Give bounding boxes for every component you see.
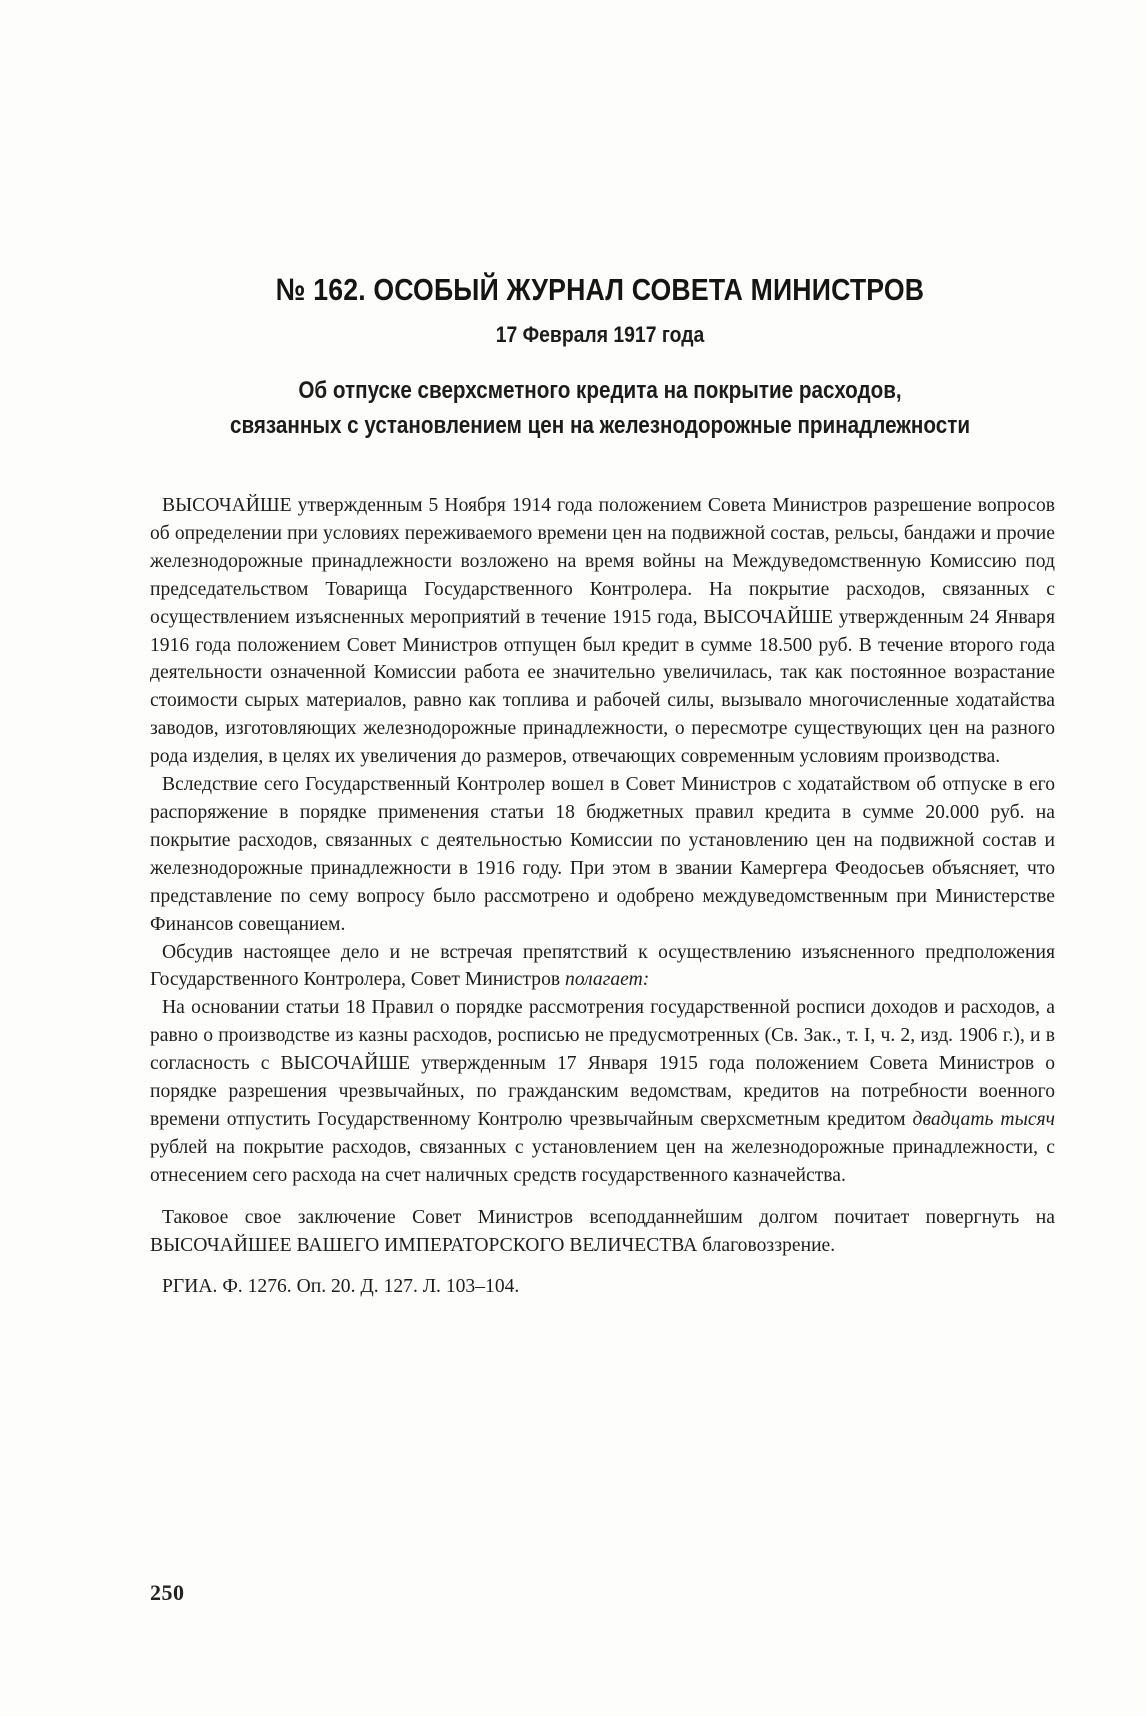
page-number: 250: [150, 1580, 185, 1605]
subject-line-1: Об отпуске сверхсметного кредита на покрытие расходов,: [298, 377, 902, 404]
paragraph-4: [150, 994, 1055, 1189]
document-title: № 162. ОСОБЫЙ ЖУРНАЛ СОВЕТА МИНИСТРОВ: [275, 272, 925, 307]
paragraph-1: ВЫСОЧАЙШЕ утвержденным 5 Ноября 1914 года положением Совета Министров разрешение вопросов об определении при условиях переживаемого времени цен на подвижной состав, рельсы, бандажи и прочие железнодорожные принадлежности возложено на время войны на Междуведомственную Комиссию под председательством Товарища Государственного Контролера. На покрытие расходов, связанных с осуществлением изъясненных мероприятий в течение 1915 года, ВЫСОЧАЙШЕ утвержденным 24 Января 1916 года положением Совет Министров отпущен был кредит в сумме 18.500 руб. В течение второго года деятельности означенной Комиссии работа ее значительно увеличилась, так как постоянное возрастание стоимости сырых материалов, равно как топлива и рабочей силы, вызывало многочисленные ходатайства заводов, изготовляющих железнодорожные принадлежности, о пересмотре существующих цен на разного рода изделия, в целях их увеличения до размеров, отвечающих современным условиям производства.: [150, 495, 1055, 768]
paragraph-3-text: Обсудив настоящее дело и не встречая препятствий к осуществлению изъясненного предположения Государственного Контролера, Совет Министров: [150, 941, 1055, 991]
paragraph-5: Таковое свое заключение Совет Министров всеподданнейшим долгом почитает повергнуть на ВЫСОЧАЙШЕЕ ВАШЕГО ИМПЕРАТОРСКОГО ВЕЛИЧЕСТВА благовоззрение.: [150, 1206, 1055, 1256]
paragraph-3: [150, 939, 1055, 995]
archive-reference: РГИА. Ф. 1276. Оп. 20. Д. 127. Л. 103–104.: [162, 1276, 520, 1298]
paragraph-3-emphasis: полагает:: [565, 969, 650, 991]
document-subject: [213, 373, 987, 443]
document-body: [150, 492, 1055, 1301]
paragraph-2: Вследствие сего Государственный Контролер вошел в Совет Министров с ходатайством об отпуске в его распоряжение в порядке применения статьи 18 бюджетных правил кредита в сумме 20.000 руб. на покрытие расходов, связанных с деятельностью Комиссии по установлению цен на подвижной состав и железнодорожные принадлежности в 1916 году. При этом в звании Камергера Феодосьев объясняет, что представление по сему вопросу было рассмотрено и одобрено междуведомственным при Министерстве Финансов совещанием.: [150, 774, 1055, 935]
paragraph-4-text-end: рублей на покрытие расходов, связанных с установлением цен на железнодорожные принадлежности, с отнесением сего расхода на счет наличных средств государственного казначейства.: [150, 1136, 1055, 1186]
document-date: 17 Февраля 1917 года: [495, 322, 705, 347]
subject-line-2: связанных с установлением цен на железнодорожные принадлежности: [229, 412, 971, 439]
paragraph-4-emphasis: двадцать тысяч: [912, 1108, 1055, 1130]
paragraph-4-text-start: На основании статьи 18 Правил о порядке рассмотрения государственной росписи доходов и расходов, а равно о производстве из казны расходов, росписью не предусмотренных (Св. Зак., т. I, ч. 2, изд. 1906 г.), и в согласность с ВЫСОЧАЙШЕ утвержденным 17 Января 1915 года положением Совета Министров о порядке разрешения чрезвычайных, по гражданским ведомствам, кредитов на потребности военного времени отпустить Государственному Контролю чрезвычайным сверхсметным кредитом: [150, 997, 1055, 1130]
